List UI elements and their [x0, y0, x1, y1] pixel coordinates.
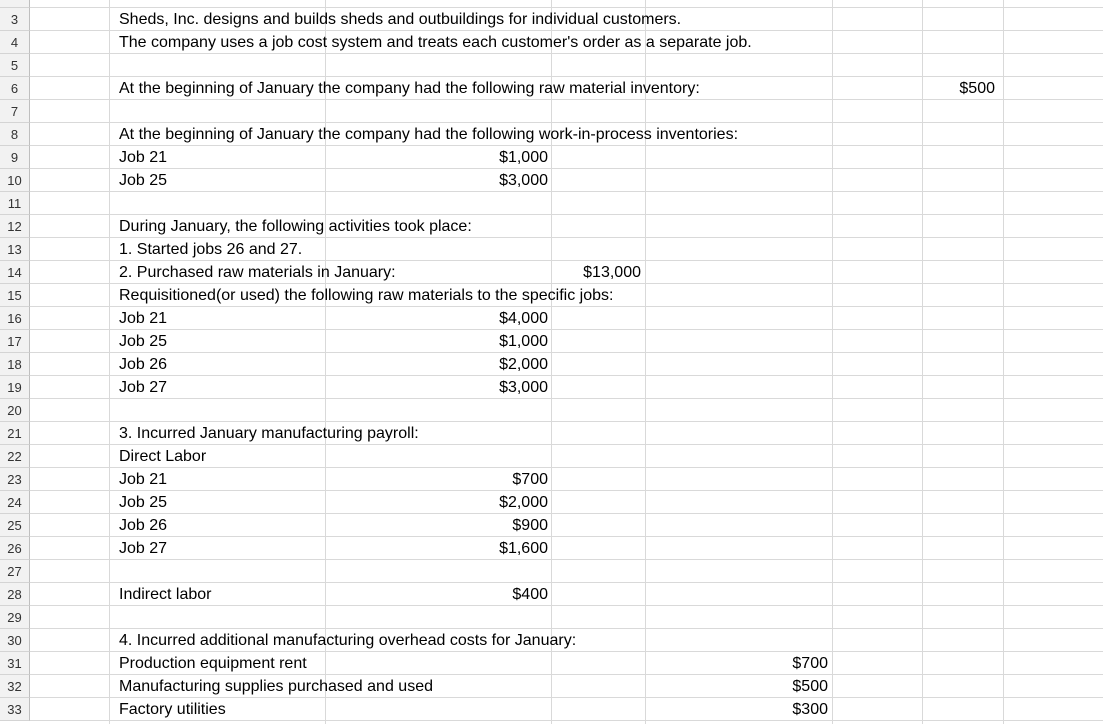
row-header[interactable]: 20: [0, 399, 30, 422]
row-header[interactable]: 3: [0, 8, 30, 31]
row-header[interactable]: 5: [0, 54, 30, 77]
cell-r8[interactable]: At the beginning of January the company had the following work-in-process inventories:: [119, 126, 739, 143]
cell-r10-value[interactable]: $3,000: [499, 172, 548, 189]
row-header[interactable]: 27: [0, 560, 30, 583]
row-header[interactable]: 4: [0, 31, 30, 54]
cell-r26-value[interactable]: $1,600: [499, 540, 548, 557]
row-line: [30, 100, 1103, 123]
cell-r28-value[interactable]: $400: [512, 586, 548, 603]
row-header[interactable]: 28: [0, 583, 30, 606]
row-line: [30, 514, 1103, 537]
row-header[interactable]: 19: [0, 376, 30, 399]
row-line: [30, 491, 1103, 514]
row-header[interactable]: 30: [0, 629, 30, 652]
row-header[interactable]: 15: [0, 284, 30, 307]
cell-r14-text[interactable]: 2. Purchased raw materials in January:: [119, 264, 396, 281]
cell-r18-text[interactable]: Job 26: [119, 356, 168, 373]
cell-r13[interactable]: 1. Started jobs 26 and 27.: [119, 241, 303, 258]
cell-r25-text[interactable]: Job 26: [119, 517, 168, 534]
row-line: [30, 468, 1103, 491]
row-line: [30, 307, 1103, 330]
row-line: [30, 192, 1103, 215]
cell-r19-text[interactable]: Job 27: [119, 379, 168, 396]
row-header[interactable]: 18: [0, 353, 30, 376]
row-header[interactable]: 17: [0, 330, 30, 353]
row-line: [30, 560, 1103, 583]
row-header[interactable]: 31: [0, 652, 30, 675]
cell-r33-value[interactable]: $300: [792, 701, 828, 718]
cell-r33-text[interactable]: Factory utilities: [119, 701, 226, 718]
row-header[interactable]: 11: [0, 192, 30, 215]
cell-r30[interactable]: 4. Incurred additional manufacturing overhead costs for January:: [119, 632, 577, 649]
cell-r28-text[interactable]: Indirect labor: [119, 586, 212, 603]
cell-r12[interactable]: During January, the following activities took place:: [119, 218, 472, 235]
row-header[interactable]: 22: [0, 445, 30, 468]
row-header[interactable]: [0, 0, 30, 8]
row-header[interactable]: 32: [0, 675, 30, 698]
row-header[interactable]: 9: [0, 146, 30, 169]
cell-r6-text[interactable]: At the beginning of January the company had the following raw material inventory:: [119, 80, 700, 97]
row-header[interactable]: 16: [0, 307, 30, 330]
row-line: [30, 353, 1103, 376]
cell-r24-text[interactable]: Job 25: [119, 494, 168, 511]
row-line: [30, 169, 1103, 192]
cell-r10-text[interactable]: Job 25: [119, 172, 168, 189]
cell-r22[interactable]: Direct Labor: [119, 448, 207, 465]
row-header[interactable]: 26: [0, 537, 30, 560]
row-line: [30, 399, 1103, 422]
row-header[interactable]: 14: [0, 261, 30, 284]
cell-r24-value[interactable]: $2,000: [499, 494, 548, 511]
cell-r9-value[interactable]: $1,000: [499, 149, 548, 166]
row-line: [30, 330, 1103, 353]
cell-r23-text[interactable]: Job 21: [119, 471, 168, 488]
cell-r17-value[interactable]: $1,000: [499, 333, 548, 350]
row-header[interactable]: 12: [0, 215, 30, 238]
cell-r4[interactable]: The company uses a job cost system and treats each customer's order as a separate job.: [119, 34, 752, 51]
cell-r15[interactable]: Requisitioned(or used) the following raw materials to the specific jobs:: [119, 287, 614, 304]
cell-r26-text[interactable]: Job 27: [119, 540, 168, 557]
row-line: [30, 54, 1103, 77]
row-line: [30, 606, 1103, 629]
cell-r9-text[interactable]: Job 21: [119, 149, 168, 166]
row-line: [30, 376, 1103, 399]
row-header[interactable]: 24: [0, 491, 30, 514]
cell-r19-value[interactable]: $3,000: [499, 379, 548, 396]
cell-r32-value[interactable]: $500: [792, 678, 828, 695]
row-header[interactable]: 6: [0, 77, 30, 100]
row-header[interactable]: 23: [0, 468, 30, 491]
cell-r16-text[interactable]: Job 21: [119, 310, 168, 327]
row-header[interactable]: 25: [0, 514, 30, 537]
cell-r25-value[interactable]: $900: [512, 517, 548, 534]
row-header[interactable]: 7: [0, 100, 30, 123]
row-line: [30, 146, 1103, 169]
row-line: [30, 537, 1103, 560]
cell-r18-value[interactable]: $2,000: [499, 356, 548, 373]
row-header[interactable]: 10: [0, 169, 30, 192]
row-header[interactable]: 8: [0, 123, 30, 146]
row-header[interactable]: 21: [0, 422, 30, 445]
cell-r21[interactable]: 3. Incurred January manufacturing payroll:: [119, 425, 419, 442]
cell-r16-value[interactable]: $4,000: [499, 310, 548, 327]
cell-r3[interactable]: Sheds, Inc. designs and builds sheds and outbuildings for individual customers.: [119, 11, 682, 28]
cell-r31-value[interactable]: $700: [792, 655, 828, 672]
cell-r17-text[interactable]: Job 25: [119, 333, 168, 350]
row-header[interactable]: 33: [0, 698, 30, 721]
cell-r32-text[interactable]: Manufacturing supplies purchased and used: [119, 678, 433, 695]
cell-r14-value[interactable]: $13,000: [583, 264, 641, 281]
cell-r6-value[interactable]: $500: [959, 80, 995, 97]
row-header[interactable]: 29: [0, 606, 30, 629]
row-header[interactable]: 13: [0, 238, 30, 261]
row-line: [30, 0, 1103, 8]
cell-r31-text[interactable]: Production equipment rent: [119, 655, 307, 672]
cell-r23-value[interactable]: $700: [512, 471, 548, 488]
